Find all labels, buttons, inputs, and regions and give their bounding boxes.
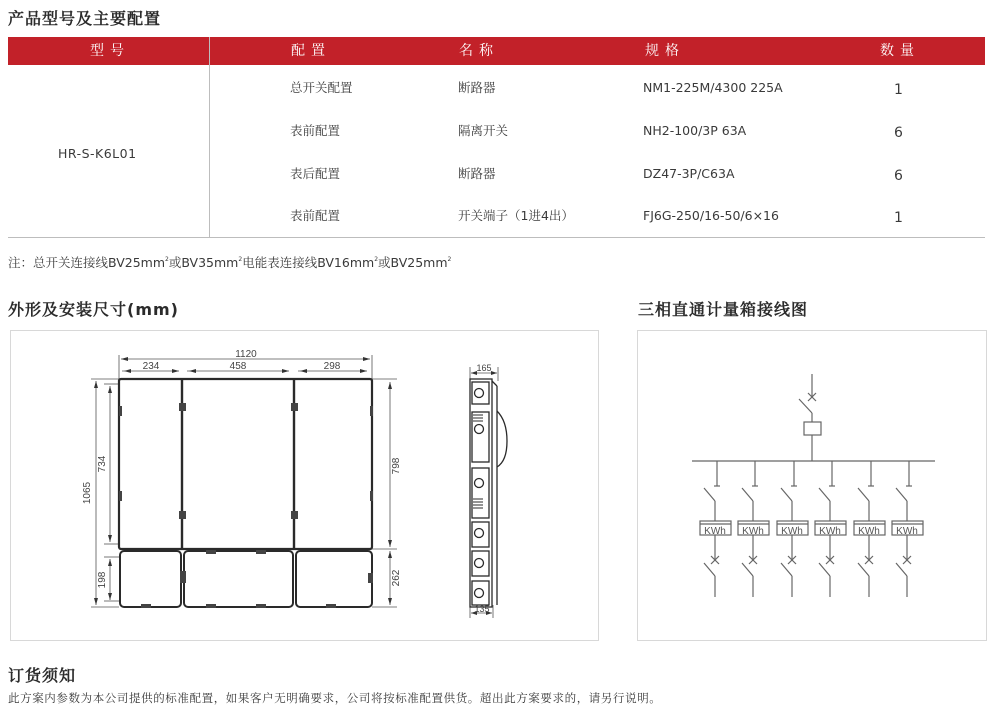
header-qty: 数量 bbox=[880, 43, 920, 59]
dim-upper-height: 798 bbox=[391, 457, 402, 475]
table-bottom-rule bbox=[8, 237, 985, 238]
meter-label: KWh bbox=[704, 526, 726, 537]
note-part: 电能表连接线BV16mm bbox=[242, 255, 375, 270]
dim-side-bottom-depth: 135 bbox=[474, 604, 490, 614]
branch-circuits bbox=[700, 461, 923, 597]
config-section-title: 产品型号及主要配置 bbox=[8, 9, 162, 28]
row-config: 表后配置 bbox=[290, 166, 341, 181]
note-part: 或BV35mm bbox=[168, 255, 239, 270]
row-qty: 1 bbox=[894, 210, 903, 226]
meter-label: KWh bbox=[819, 526, 841, 537]
note-sup: 2 bbox=[165, 256, 169, 263]
dimensions-drawing-panel bbox=[10, 330, 599, 641]
dim-total-height: 1065 bbox=[82, 481, 93, 505]
dim-col2-width: 458 bbox=[229, 361, 247, 372]
order-description: 此方案内参数为本公司提供的标准配置，如果客户无明确要求，公司将按标准配置供货。超出此方案要求的，请另行说明。 bbox=[8, 691, 662, 705]
header-model: 型号 bbox=[90, 43, 130, 59]
wiring-diagram bbox=[638, 331, 988, 642]
row-config: 表前配置 bbox=[290, 123, 341, 138]
meter-label: KWh bbox=[896, 526, 918, 537]
dim-col3-width: 298 bbox=[323, 361, 341, 372]
dim-lower-height: 262 bbox=[391, 569, 402, 587]
wiring-note bbox=[8, 253, 451, 271]
row-spec: NH2-100/3P 63A bbox=[643, 123, 747, 138]
note-part: 或BV25mm bbox=[378, 255, 448, 270]
header-config: 配置 bbox=[291, 43, 331, 59]
dimension-drawing bbox=[11, 331, 600, 642]
row-name: 断路器 bbox=[458, 166, 496, 181]
note-part: 注：总开关连接线BV25mm bbox=[8, 255, 166, 270]
model-cell: HR-S-K6L01 bbox=[58, 146, 137, 161]
note-sup: 2 bbox=[447, 256, 452, 263]
header-name: 名称 bbox=[459, 43, 499, 59]
meter-label: KWh bbox=[781, 526, 803, 537]
config-table-header bbox=[8, 37, 985, 65]
row-name: 断路器 bbox=[458, 80, 496, 95]
dim-total-width: 1120 bbox=[235, 349, 257, 360]
row-spec: DZ47-3P/C63A bbox=[643, 166, 735, 181]
dim-side-top-depth: 165 bbox=[476, 363, 492, 373]
wiring-diagram-panel bbox=[637, 330, 987, 641]
note-sup: 2 bbox=[238, 256, 243, 263]
row-config: 总开关配置 bbox=[290, 80, 353, 95]
header-spec: 规格 bbox=[645, 43, 685, 59]
row-spec: FJ6G-250/16-50/6×16 bbox=[643, 208, 779, 223]
row-qty: 1 bbox=[894, 82, 903, 98]
meter-label: KWh bbox=[742, 526, 764, 537]
dim-col1-width: 234 bbox=[142, 361, 160, 372]
row-spec: NM1-225M/4300 225A bbox=[643, 80, 783, 95]
order-section-title: 订货须知 bbox=[8, 666, 77, 685]
note-sup: 2 bbox=[374, 256, 379, 263]
dim-lower-inner-height: 198 bbox=[97, 571, 108, 589]
row-name: 隔离开关 bbox=[458, 123, 509, 138]
row-qty: 6 bbox=[894, 125, 903, 141]
wiring-section-title: 三相直通计量箱接线图 bbox=[638, 300, 809, 319]
meter-label: KWh bbox=[858, 526, 880, 537]
row-qty: 6 bbox=[894, 168, 903, 184]
row-name: 开关端子（1进4出） bbox=[458, 208, 574, 223]
model-column-divider bbox=[209, 37, 210, 237]
row-config: 表前配置 bbox=[290, 208, 341, 223]
dimensions-section-title: 外形及安装尺寸(mm) bbox=[8, 300, 179, 319]
dim-upper-inner-height: 734 bbox=[97, 455, 108, 473]
